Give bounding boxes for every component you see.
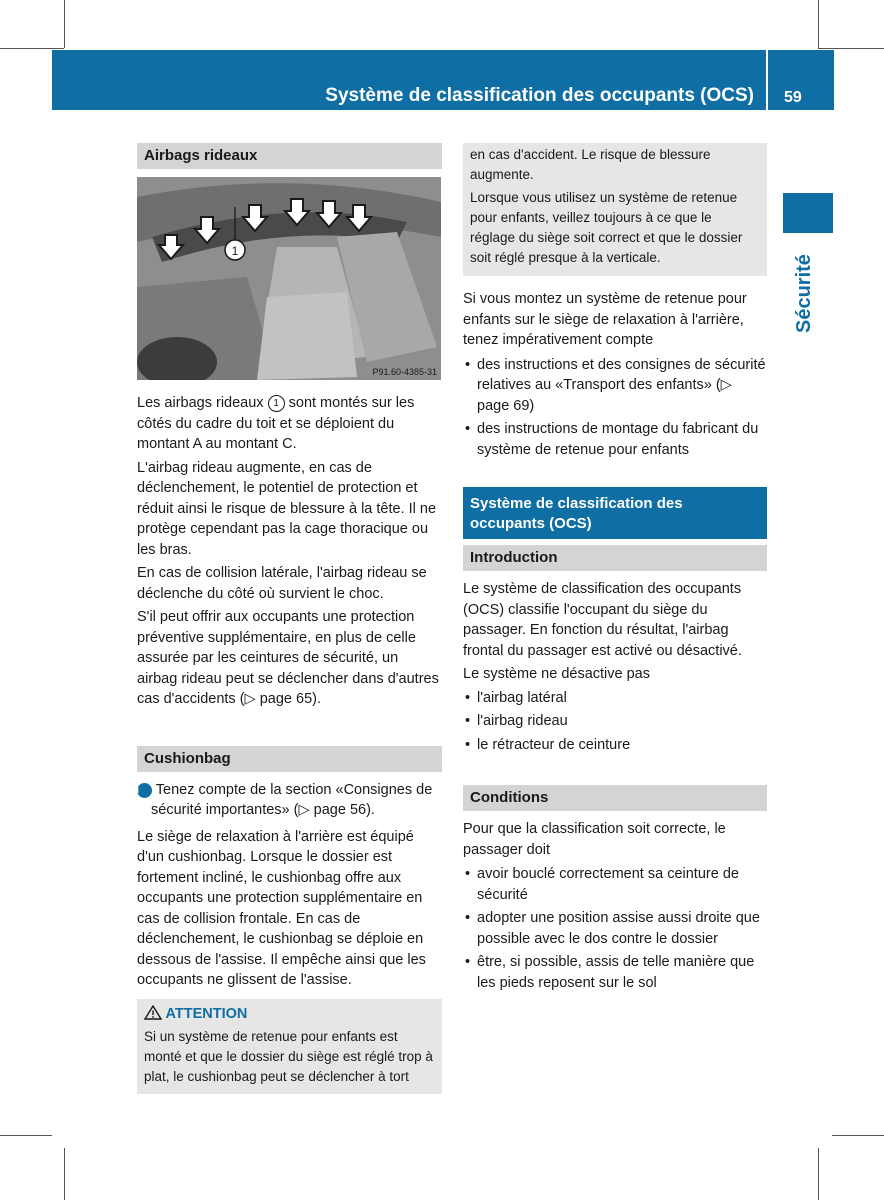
cushion-paragraph-1: Le siège de relaxation à l'arrière est équipé d'un cushionbag. Lorsque le dossier est fortement incliné, le cushionbag offre aux occupants une protection supplémentaire en cas de collision frontale. En cas de déclenchement, le cushionbag se déploie en dessous de l'assise. Il empêche ainsi que les occupants ne glissent de l'assise. bbox=[137, 828, 426, 988]
crop-mark bbox=[0, 1135, 52, 1136]
right-column bbox=[463, 143, 767, 996]
section-heading-cushionbag: Cushionbag bbox=[137, 746, 442, 772]
warning-box bbox=[137, 999, 442, 1094]
box-paragraph-1: en cas d'accident. Le risque de blessure augmente. bbox=[470, 147, 711, 182]
figure-callout-1: 1 bbox=[231, 244, 239, 258]
list-item: • l'airbag latéral bbox=[463, 688, 767, 709]
callout-marker: 1 bbox=[268, 395, 285, 412]
list-item: • des instructions de montage du fabricant du système de retenue pour enfants bbox=[463, 419, 767, 460]
child-seat-intro: Si vous montez un système de retenue pour enfants sur le siège de relaxation à l'arrière, tenez impérativement compte bbox=[463, 291, 747, 348]
intro-paragraph-1: Le système de classification des occupants (OCS) classifie l'occupant du siège du passager. En fonction du résultat, l'airbag frontal du passager est activé ou désactivé. bbox=[463, 581, 742, 659]
crop-mark bbox=[818, 48, 884, 49]
car-interior-illustration bbox=[137, 177, 441, 380]
intro-paragraph-2: Le système ne désactive pas bbox=[463, 666, 650, 682]
conditions-paragraph: Pour que la classification soit correcte, le passager doit bbox=[463, 821, 726, 858]
list-item: • le rétracteur de ceinture bbox=[463, 735, 767, 756]
crop-mark bbox=[64, 0, 65, 48]
page-number: 59 bbox=[784, 89, 802, 106]
section-heading-airbags: Airbags rideaux bbox=[137, 143, 442, 169]
left-column bbox=[137, 143, 442, 1094]
crop-mark bbox=[832, 1135, 884, 1136]
page-number-box bbox=[768, 50, 834, 110]
section-heading-ocs: Système de classification des occupants (OCS) bbox=[463, 487, 767, 539]
section-heading-conditions: Conditions bbox=[463, 785, 767, 811]
curtain-airbag-figure bbox=[137, 177, 441, 380]
conditions-list bbox=[463, 864, 767, 993]
list-item: • des instructions et des consignes de sécurité relatives au «Transport des enfants» (▷ page 69) bbox=[463, 355, 767, 417]
airbags-paragraph-2: L'airbag rideau augmente, en cas de déclenchement, le potentiel de protection et réduit ainsi le risque de blessure à la tête. Il ne protège cependant pas la cage thoracique ou les bras. bbox=[137, 459, 437, 558]
crop-mark bbox=[818, 1148, 819, 1200]
intro-list bbox=[463, 688, 767, 756]
crop-mark bbox=[64, 1148, 65, 1200]
warning-continuation-box bbox=[463, 143, 767, 276]
list-item: • avoir bouclé correctement sa ceinture de sécurité bbox=[463, 864, 767, 905]
list-item: • adopter une position assise aussi droite que possible avec le dos contre le dossier bbox=[463, 908, 767, 949]
cushion-note: i Tenez compte de la section «Consignes de sécurité importantes» (▷ page 56). bbox=[135, 781, 433, 818]
airbags-paragraph-4: S'il peut offrir aux occupants une protection préventive supplémentaire, en plus de celle assurée par les ceintures de sécurité, un airbag rideau peut se déclencher dans d'autres cas d'accidents (▷ page 65). bbox=[137, 609, 439, 707]
section-heading-introduction: Introduction bbox=[463, 545, 767, 571]
side-tab-label: Sécurité bbox=[793, 254, 815, 333]
warning-title: ATTENTION bbox=[144, 1004, 435, 1024]
side-tab-marker bbox=[783, 193, 833, 233]
airbags-paragraph-1: Les airbags rideaux 1 sont montés sur les côtés du cadre du toit et se déploient du montant A au montant C. bbox=[137, 395, 415, 452]
figure-code: P91.60-4385-31 bbox=[372, 367, 437, 377]
header-bar bbox=[52, 50, 766, 110]
info-icon: i bbox=[137, 783, 152, 798]
airbags-paragraph-3: En cas de collision latérale, l'airbag rideau se déclenche du côté où survient le choc. bbox=[137, 565, 427, 602]
warning-triangle-icon bbox=[144, 1005, 162, 1020]
child-seat-list bbox=[463, 355, 767, 461]
crop-mark bbox=[818, 0, 819, 48]
list-item: • être, si possible, assis de telle manière que les pieds reposent sur le sol bbox=[463, 952, 767, 993]
page-title: Système de classification des occupants (OCS) bbox=[325, 85, 754, 106]
list-item: • l'airbag rideau bbox=[463, 711, 767, 732]
warning-text: Si un système de retenue pour enfants est monté et que le dossier du siège est réglé trop à plat, le cushionbag peut se déclencher à tort bbox=[144, 1028, 433, 1084]
crop-mark bbox=[0, 48, 64, 49]
box-paragraph-2: Lorsque vous utilisez un système de retenue pour enfants, veillez toujours à ce que le réglage du siège soit correct et que le dossier soit réglé presque à la verticale. bbox=[470, 190, 743, 265]
